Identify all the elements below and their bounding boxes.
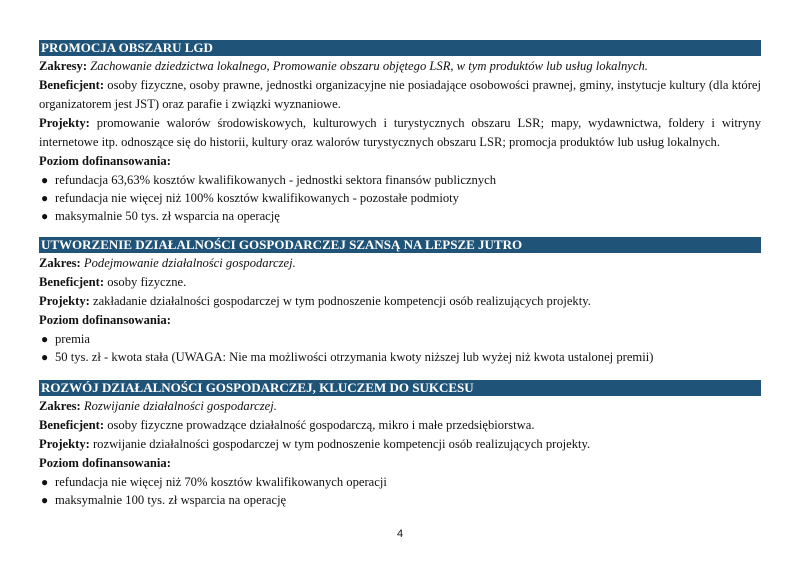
section-promocja bbox=[39, 40, 761, 225]
funding-heading: Poziom dofinansowania: bbox=[39, 313, 171, 327]
bullet-icon: ● bbox=[41, 350, 49, 364]
scope-text: Rozwijanie działalności gospodarczej. bbox=[83, 399, 277, 413]
bullet-icon: ● bbox=[41, 332, 49, 346]
projects-label: Projekty: bbox=[39, 437, 90, 451]
scope-label: Zakresy: bbox=[39, 59, 88, 73]
scope-label: Zakres: bbox=[39, 256, 81, 270]
beneficiary-label: Beneficjent: bbox=[39, 78, 105, 92]
beneficiary-text: osoby fizyczne prowadzące działalność gospodarczą, mikro i małe przedsiębiorstwa. bbox=[107, 418, 535, 432]
beneficiary-label: Beneficjent: bbox=[39, 418, 105, 432]
funding-heading: Poziom dofinansowania: bbox=[39, 154, 171, 168]
funding-heading: Poziom dofinansowania: bbox=[39, 456, 171, 470]
section-rozwoj bbox=[39, 380, 761, 509]
section-title-bar: PROMOCJA OBSZARU LGD bbox=[39, 40, 761, 56]
list-item: ● premia bbox=[41, 332, 90, 346]
scope-line bbox=[39, 254, 761, 273]
scope-text: Zachowanie dziedzictwa lokalnego, Promowanie obszaru objętego LSR, w tym produktów lub usług lokalnych. bbox=[90, 59, 648, 73]
section-utworzenie bbox=[39, 237, 761, 366]
list-item: ● 50 tys. zł - kwota stała (UWAGA: Nie ma możliwości otrzymania kwoty niższej lub wyżej niż kwota ustalonej premii) bbox=[41, 350, 654, 364]
funding-list bbox=[39, 473, 761, 509]
projects-line bbox=[39, 435, 761, 454]
beneficiary-text: osoby fizyczne, osoby prawne, jednostki organizacyjne nie posiadające osobowości prawnej, gminy, instytucje kultury (dla której organizatorem jest JST) oraz parafie i związki wyznaniowe. bbox=[39, 78, 762, 111]
funding-list bbox=[39, 330, 761, 366]
section-title-bar: UTWORZENIE DZIAŁALNOŚCI GOSPODARCZEJ SZANSĄ NA LEPSZE JUTRO bbox=[39, 237, 761, 253]
projects-paragraph bbox=[39, 114, 761, 152]
list-item: ● refundacja nie więcej niż 70% kosztów kwalifikowanych operacji bbox=[41, 475, 387, 489]
projects-label: Projekty: bbox=[39, 116, 90, 130]
bullet-icon: ● bbox=[41, 173, 49, 187]
projects-text: promowanie walorów środowiskowych, kulturowych i turystycznych obszaru LSR; mapy, wydawnictwa, foldery i witryny internetowe itp. odnoszące się do historii, kultury oraz walorów turystycznych obszaru LSR; promocja produktów lub usług lokalnych. bbox=[39, 116, 761, 149]
scope-line bbox=[39, 397, 761, 416]
beneficiary-line bbox=[39, 416, 761, 435]
list-item: ● maksymalnie 50 tys. zł wsparcia na operację bbox=[41, 209, 280, 223]
bullet-icon: ● bbox=[41, 191, 49, 205]
projects-text: rozwijanie działalności gospodarczej w tym podnoszenie kompetencji osób realizujących projekty. bbox=[92, 437, 591, 451]
section-title-bar: ROZWÓJ DZIAŁALNOŚCI GOSPODARCZEJ, KLUCZEM DO SUKCESU bbox=[39, 380, 761, 396]
scope-label: Zakres: bbox=[39, 399, 81, 413]
bullet-icon: ● bbox=[41, 493, 49, 507]
bullet-icon: ● bbox=[41, 475, 49, 489]
projects-label: Projekty: bbox=[39, 294, 90, 308]
beneficiary-line bbox=[39, 273, 761, 292]
scope-line bbox=[39, 57, 761, 76]
scope-text: Podejmowanie działalności gospodarczej. bbox=[83, 256, 296, 270]
list-item: ● refundacja 63,63% kosztów kwalifikowanych - jednostki sektora finansów publicznych bbox=[41, 173, 497, 187]
beneficiary-paragraph bbox=[39, 76, 761, 114]
list-item: ● maksymalnie 100 tys. zł wsparcia na operację bbox=[41, 493, 287, 507]
page-number: 4 bbox=[396, 528, 404, 540]
funding-list bbox=[39, 171, 761, 225]
beneficiary-text: osoby fizyczne. bbox=[107, 275, 187, 289]
projects-text: zakładanie działalności gospodarczej w tym podnoszenie kompetencji osób realizujących projekty. bbox=[92, 294, 591, 308]
beneficiary-label: Beneficjent: bbox=[39, 275, 105, 289]
projects-line bbox=[39, 292, 761, 311]
bullet-icon: ● bbox=[41, 209, 49, 223]
list-item: ● refundacja nie więcej niż 100% kosztów kwalifikowanych - pozostałe podmioty bbox=[41, 191, 459, 205]
